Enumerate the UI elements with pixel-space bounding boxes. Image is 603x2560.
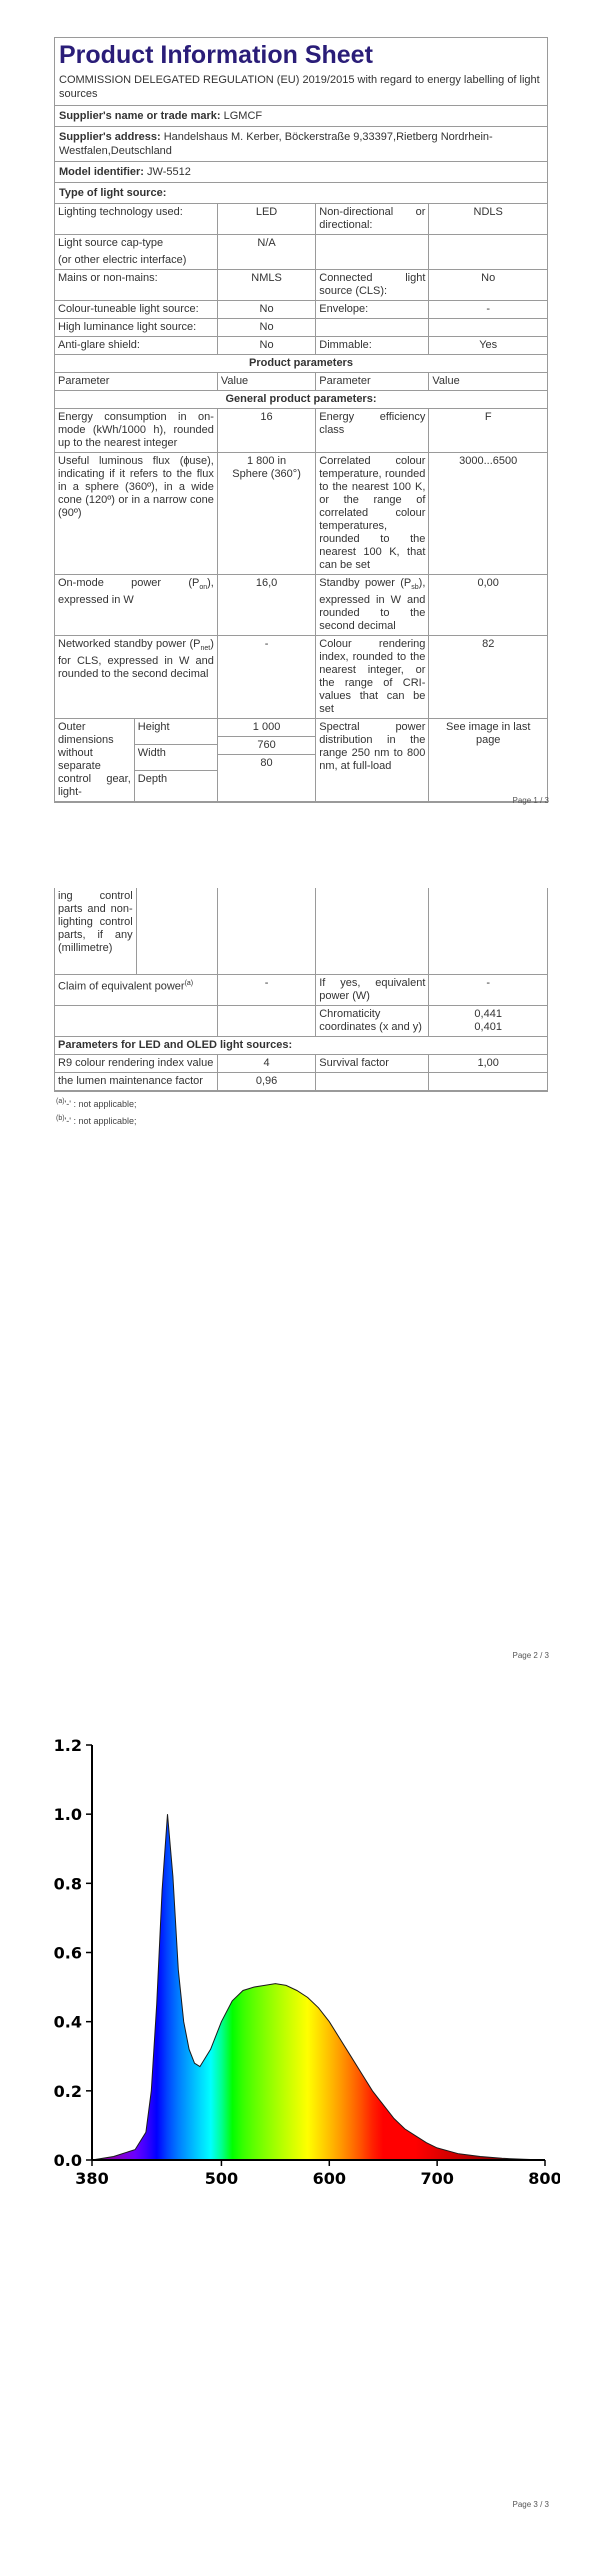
regulation-subtitle: COMMISSION DELEGATED REGULATION (EU) 2019/2015 with regard to energy labelling of light sources — [59, 74, 540, 100]
high-luminance-value: No — [217, 319, 315, 337]
empty-cell — [429, 319, 547, 337]
luminous-flux-value-line-1: 1 800 in — [246, 455, 287, 467]
page-2 — [0, 855, 603, 1675]
table-row — [55, 453, 547, 575]
table-row — [55, 270, 547, 301]
table-row — [55, 235, 547, 270]
cri-value: 82 — [429, 636, 547, 719]
table-row — [55, 301, 547, 319]
y-tick-label: 1.2 — [53, 1736, 82, 1755]
table-row — [55, 337, 547, 355]
spectrum-area — [92, 1814, 545, 2160]
y-tick-label: 0.0 — [53, 2151, 82, 2170]
mains-value: NMLS — [217, 270, 315, 301]
spectral-chart — [40, 1720, 560, 2200]
empty-cell — [55, 1006, 217, 1037]
high-luminance-label: High luminance light source: — [55, 319, 217, 337]
empty-cell — [316, 888, 429, 975]
chromaticity-value — [429, 1006, 547, 1037]
col-value-2: Value — [429, 373, 547, 391]
r9-label: R9 colour rendering index value — [55, 1055, 217, 1073]
energy-consumption-label: Energy consumption in on-mode (kWh/1000 h), rounded up to the nearest integer — [55, 409, 217, 453]
onmode-text: On-mode power (P — [58, 577, 200, 589]
connected-label: Connected light source (CLS): — [316, 270, 429, 301]
empty-cell — [429, 235, 547, 270]
depth-label: Depth — [137, 773, 168, 786]
table-row — [55, 1037, 547, 1055]
mains-label: Mains or non-mains: — [55, 270, 217, 301]
type-row — [55, 183, 547, 204]
table-row — [55, 636, 547, 719]
luminous-flux-label: Useful luminous flux (ɸuse), indicating if it refers to the flux in a sphere (360º), in a wide cone (120º) or in a narrow cone (90º) — [55, 453, 217, 575]
networked-standby-value: - — [217, 636, 315, 719]
table-row — [55, 575, 547, 636]
table-row — [55, 1055, 547, 1073]
y-tick-label: 0.6 — [53, 1943, 82, 1963]
model-row — [55, 162, 547, 183]
info-sheet-page-1 — [54, 37, 548, 803]
dimmable-value: Yes — [429, 337, 547, 355]
col-parameter-2: Parameter — [316, 373, 429, 391]
footnote-b-mark: (b) — [56, 1115, 65, 1122]
empty-cell — [217, 1006, 315, 1037]
width-value: 760 — [218, 737, 315, 755]
type-label: Type of light source: — [59, 187, 167, 199]
empty-cell — [136, 888, 217, 975]
table-row — [55, 204, 547, 235]
networked-text: Networked standby power (P — [58, 638, 201, 651]
info-sheet-page-2 — [54, 888, 548, 1092]
outer-dimensions-cont: ing control parts and non-lighting control parts, if any (millimetre) — [55, 888, 136, 975]
y-tick-label: 0.4 — [53, 2012, 82, 2032]
product-params-header: Product parameters — [55, 355, 547, 373]
anti-glare-value: No — [217, 337, 315, 355]
onmode-power-value: 16,0 — [217, 575, 315, 636]
equivalent-power-value: - — [429, 975, 547, 1006]
x-tick-label: 700 — [420, 2169, 454, 2188]
dimmable-label: Dimmable: — [316, 337, 429, 355]
efficiency-class-label: Energy efficiency class — [316, 409, 429, 453]
empty-cell — [429, 888, 547, 975]
height-label: Height — [134, 719, 217, 744]
claim-sup: (a) — [184, 980, 194, 987]
footnote-b-text: '-' : not applicable; — [64, 1116, 137, 1126]
x-tick-label: 800 — [528, 2169, 560, 2188]
continued-table — [55, 888, 547, 1091]
chromaticity-y: 0,401 — [474, 1021, 502, 1033]
page-3-footer: Page 3 / 3 — [512, 2500, 549, 2509]
empty-cell — [316, 235, 429, 270]
envelope-value: - — [429, 301, 547, 319]
general-params-header: General product parameters: — [55, 391, 547, 409]
table-row — [55, 373, 547, 391]
empty-cell — [316, 319, 429, 337]
light-source-table — [55, 204, 547, 802]
supplier-address-row — [55, 127, 547, 162]
col-parameter: Parameter — [55, 373, 217, 391]
chromaticity-label: Chromaticity coordinates (x and y) — [316, 1006, 429, 1037]
claim-text: Claim of equivalent power — [58, 980, 185, 993]
cap-type-label — [55, 235, 217, 270]
model-label: Model identifier: — [59, 166, 144, 178]
empty-cell — [429, 1073, 547, 1091]
x-tick-label: 600 — [312, 2169, 346, 2188]
anti-glare-label: Anti-glare shield: — [55, 337, 217, 355]
onmode-sub: on — [199, 584, 208, 592]
supplier-name-row — [55, 106, 547, 127]
table-row — [55, 719, 547, 802]
cct-label: Correlated colour temperature, rounded to the nearest 100 K, or the range of correlated colour temperatures, rounded to the nearest 100 K, that can be set — [316, 453, 429, 575]
y-tick-label: 0.2 — [53, 2081, 82, 2101]
width-label: Width — [134, 745, 217, 771]
connected-value: No — [429, 270, 547, 301]
empty-cell — [316, 1073, 429, 1091]
model-value: JW-5512 — [147, 166, 191, 178]
table-row — [55, 975, 547, 1006]
luminous-flux-value — [217, 453, 315, 575]
footnote-a-mark: (a) — [56, 1098, 65, 1105]
height-value: 1 000 — [218, 719, 315, 737]
cap-type-label-line-1: Light source cap-type — [58, 237, 164, 249]
page-2-footer: Page 2 / 3 — [512, 1651, 549, 1660]
x-tick-label: 500 — [204, 2169, 239, 2188]
dimensions-subtable — [55, 719, 217, 801]
table-row — [55, 1073, 547, 1091]
supplier-address-label: Supplier's address: — [59, 131, 161, 143]
supplier-name-value: LGMCF — [223, 110, 263, 122]
chromaticity-x: 0,441 — [474, 1008, 502, 1020]
dimensions-values-cell — [217, 719, 315, 802]
spectral-value: See image in last page — [429, 719, 547, 802]
table-row — [55, 1006, 547, 1037]
lighting-tech-label: Lighting technology used: — [55, 204, 217, 235]
envelope-label: Envelope: — [316, 301, 429, 319]
colour-tuneable-label: Colour-tuneable light source: — [55, 301, 217, 319]
standby-power-label — [316, 575, 429, 636]
directional-label: Non-directional or directional: — [316, 204, 429, 235]
efficiency-class-value: F — [429, 409, 547, 453]
page-title: Product Information Sheet — [59, 41, 373, 69]
lumen-maintenance-label: the lumen maintenance factor — [55, 1073, 217, 1091]
equivalent-power-label: If yes, equivalent power (W) — [316, 975, 429, 1006]
table-row — [55, 409, 547, 453]
standby-sub: sb — [411, 584, 419, 592]
supplier-name-label: Supplier's name or trade mark: — [59, 110, 221, 122]
standby-power-value: 0,00 — [429, 575, 547, 636]
survival-label: Survival factor — [316, 1055, 429, 1073]
lumen-maintenance-value: 0,96 — [217, 1073, 315, 1091]
cap-type-label-line-2: (or other electric interface) — [58, 254, 187, 266]
luminous-flux-value-line-2: Sphere (360°) — [232, 468, 301, 480]
colour-tuneable-value: No — [217, 301, 315, 319]
plot-area — [54, 1736, 560, 2188]
y-tick-label: 0.8 — [53, 1874, 82, 1894]
table-row — [55, 888, 547, 975]
standby-text: Standby power (P — [319, 577, 412, 589]
supplier-address-value: Handelshaus M. Kerber, Böckerstraße 9,33397,Rietberg Nordrhein-Westfalen,Deutschland — [59, 131, 493, 157]
footnote-b — [56, 1115, 137, 1126]
networked-sub: net — [200, 645, 211, 653]
r9-value: 4 — [217, 1055, 315, 1073]
spectral-label: Spectral power distribution in the range 250 nm to 800 nm, at full-load — [316, 719, 429, 802]
table-row — [55, 391, 547, 409]
standby-text-end: ), expressed in W and rounded to the second decimal — [319, 577, 426, 633]
energy-consumption-value: 16 — [217, 409, 315, 453]
x-tick-label: 380 — [75, 2169, 109, 2188]
cct-value: 3000...6500 — [429, 453, 547, 575]
claim-equivalent-value: - — [217, 975, 315, 1006]
footnote-a — [56, 1098, 137, 1109]
claim-equivalent-label — [55, 975, 217, 1006]
networked-text-end: ) for CLS, expressed in W and rounded to the second decimal — [58, 638, 214, 681]
col-value: Value — [217, 373, 315, 391]
onmode-text-end: ), expressed in W — [58, 577, 214, 607]
lighting-tech-value: LED — [217, 204, 315, 235]
footnote-a-text: '-' : not applicable; — [64, 1099, 137, 1109]
outer-dimensions-cell — [55, 719, 217, 802]
cri-label: Colour rendering index, rounded to the nearest integer, or the range of CRI-values that can be set — [316, 636, 429, 719]
spectral-chart-svg — [40, 1720, 560, 2200]
networked-standby-label — [55, 636, 217, 719]
outer-dimensions-label: Outer dimensions without separate control gear, light- — [55, 719, 134, 801]
survival-value: 1,00 — [429, 1055, 547, 1073]
depth-value: 80 — [260, 757, 273, 770]
cap-type-value: N/A — [217, 235, 315, 270]
y-tick-label: 1.0 — [53, 1805, 82, 1825]
empty-cell — [217, 888, 315, 975]
led-params-header: Parameters for LED and OLED light sources: — [55, 1037, 547, 1055]
title-block — [55, 38, 547, 106]
page-1 — [0, 0, 603, 820]
table-row — [55, 355, 547, 373]
directional-value: NDLS — [429, 204, 547, 235]
table-row — [55, 319, 547, 337]
page-1-footer: Page 1 / 3 — [512, 796, 549, 805]
onmode-power-label — [55, 575, 217, 636]
